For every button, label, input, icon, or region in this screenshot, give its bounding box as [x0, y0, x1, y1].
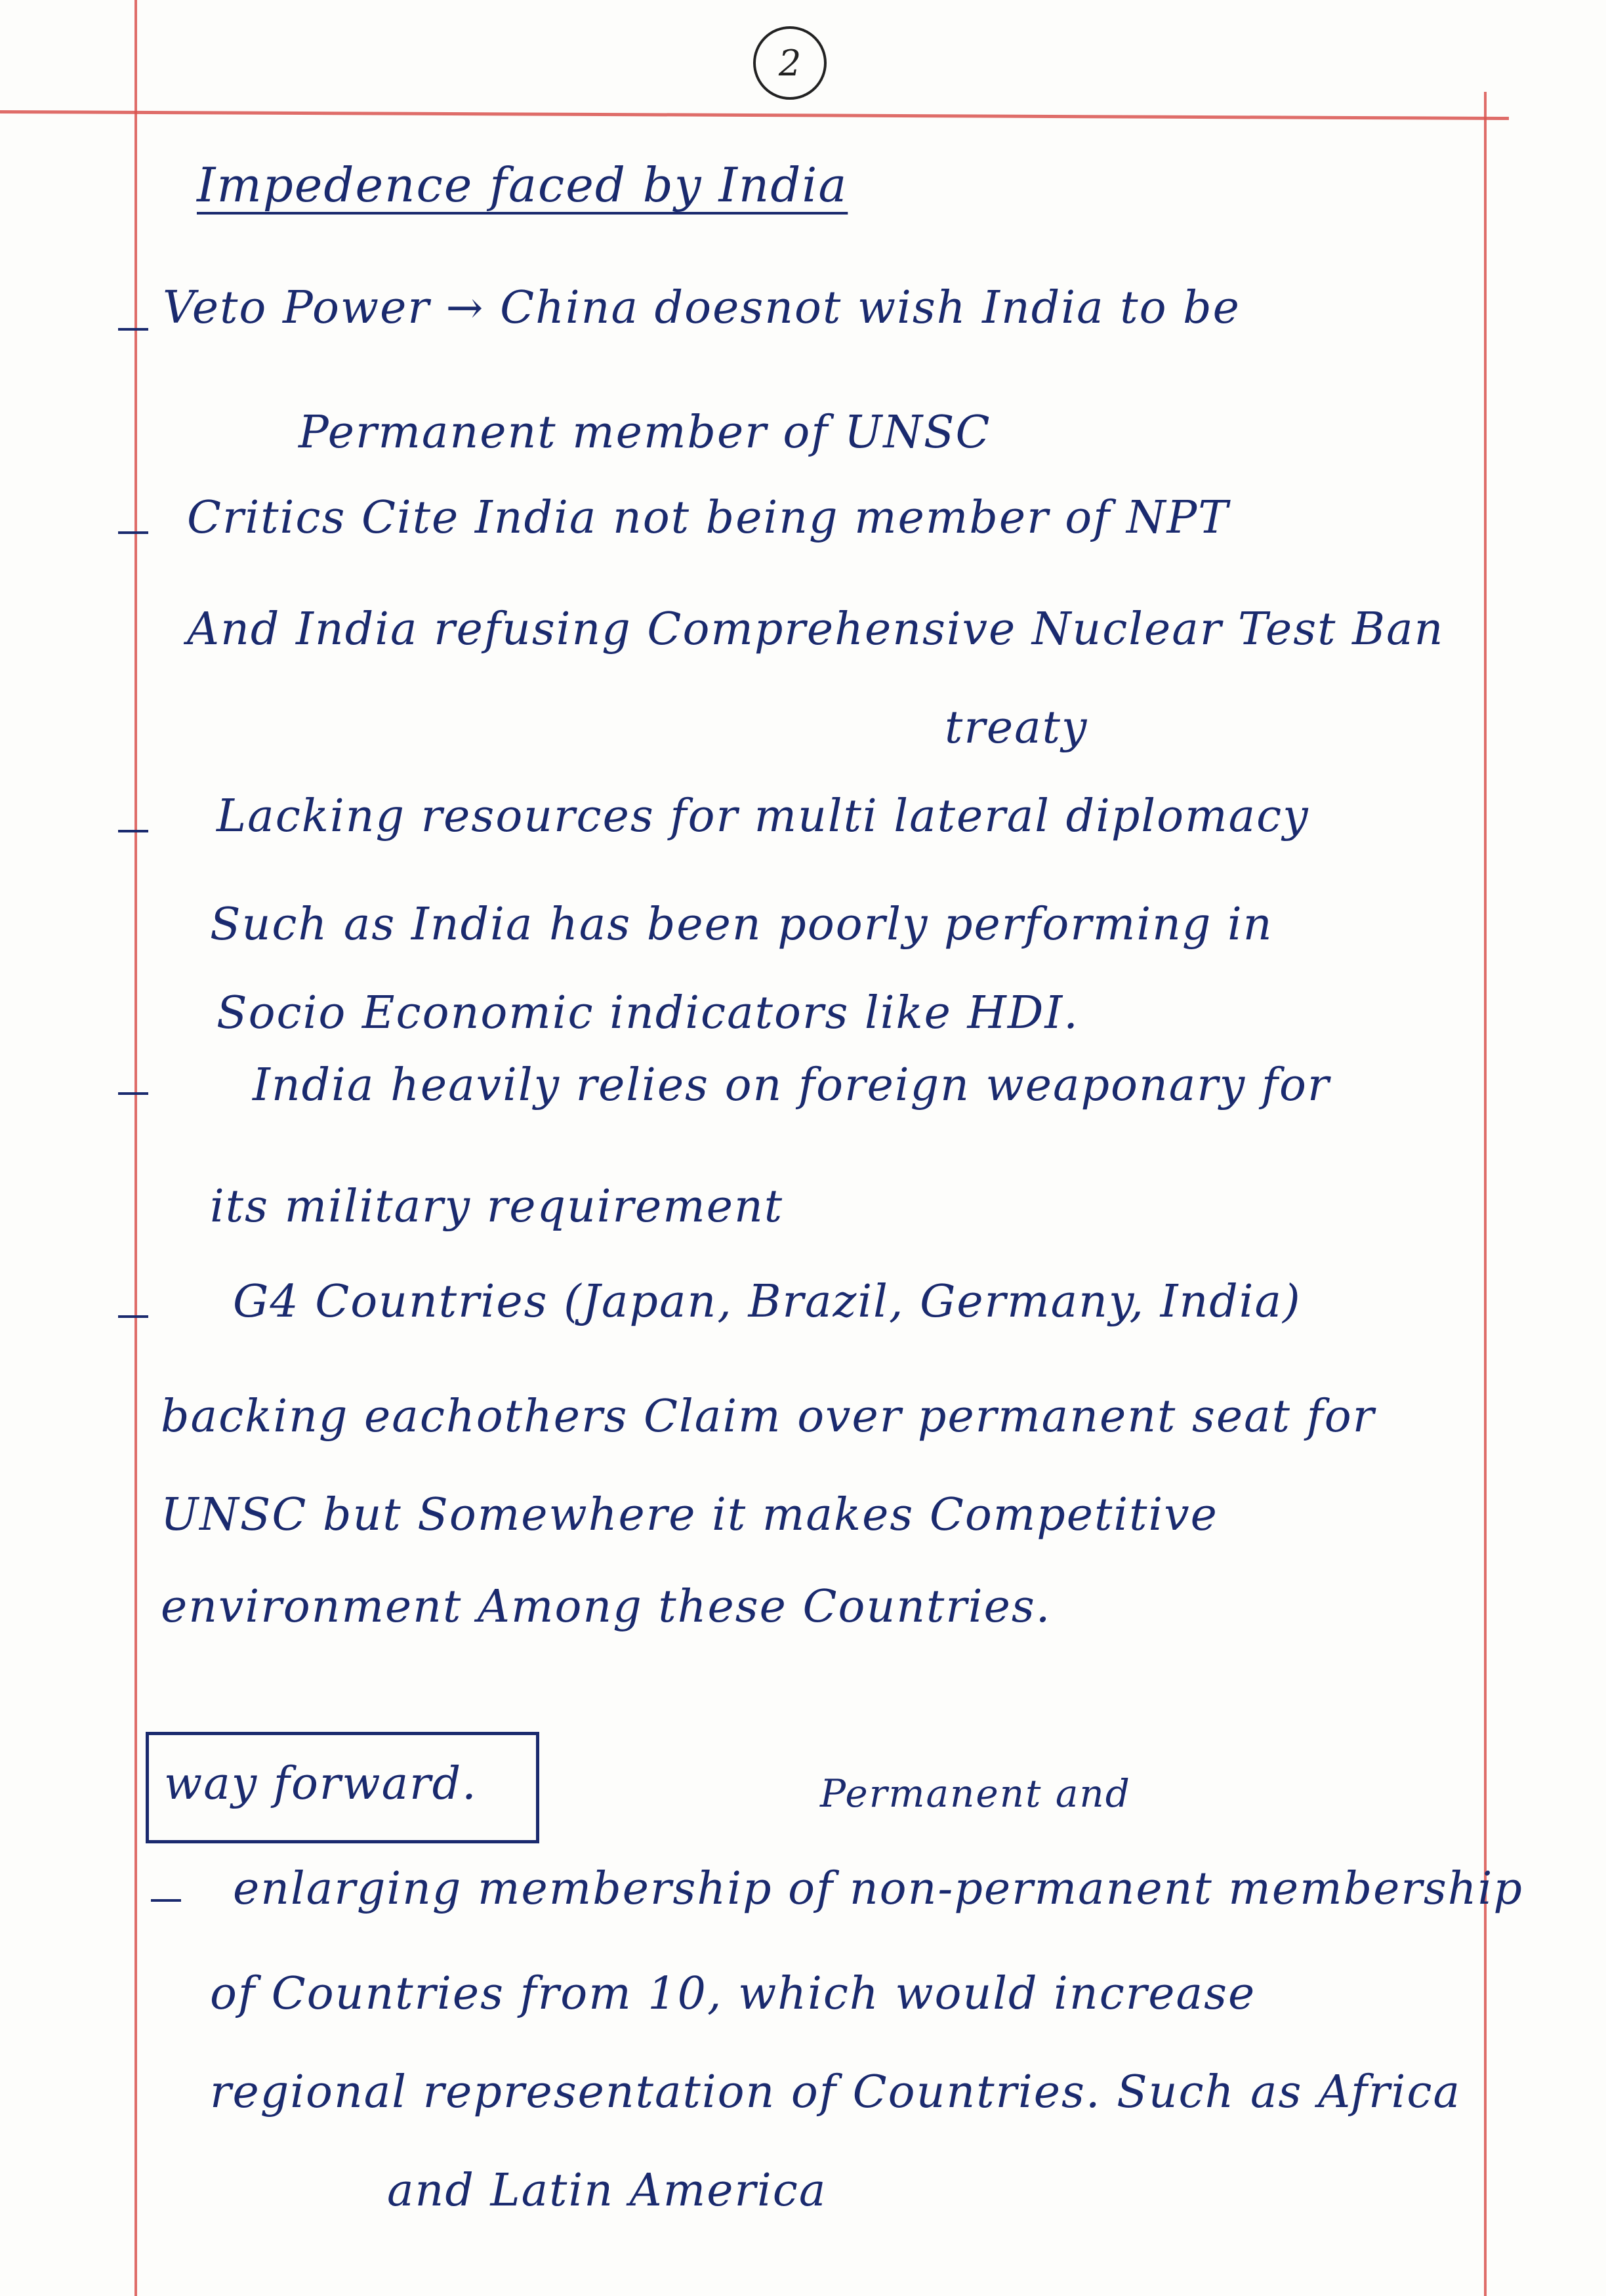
bullet-dash: [118, 328, 148, 331]
bullet-dash: [151, 1899, 181, 1902]
point-5-line-1: G4 Countries (Japan, Brazil, Germany, India): [233, 1276, 1302, 1328]
right-margin-line: [1484, 92, 1487, 2296]
bullet-dash: [118, 1315, 148, 1318]
page-number: 2: [753, 26, 827, 100]
point-2-line-2: And India refusing Comprehensive Nuclear Test Ban: [187, 604, 1445, 655]
point-5-line-3: UNSC but Somewhere it makes Competitive: [161, 1489, 1218, 1541]
point-2-line-3: treaty: [945, 702, 1088, 754]
point-2-line-1: Critics Cite India not being member of NPT: [187, 492, 1229, 544]
point-4-line-2: its military requirement: [210, 1181, 784, 1233]
point-5-line-2: backing eachothers Claim over permanent seat for: [161, 1391, 1376, 1443]
bullet-dash: [118, 1092, 148, 1095]
point-3-line-3: Socio Economic indicators like HDI.: [216, 987, 1079, 1039]
point-1-line-1: Veto Power → China doesnot wish India to be: [163, 282, 1241, 334]
inserted-text: Permanent and: [820, 1771, 1131, 1816]
point-4-line-1: India heavily relies on foreign weaponary for: [253, 1059, 1330, 1111]
bullet-dash: [118, 531, 148, 534]
point-3-line-2: Such as India has been poorly performing in: [210, 899, 1273, 951]
point-1-line-2: Permanent member of UNSC: [299, 407, 991, 459]
bullet-dash: [118, 830, 148, 832]
way-forward-line-2: of Countries from 10, which would increase: [210, 1968, 1256, 2020]
page-heading: Impedence faced by India: [197, 157, 848, 213]
left-margin-line: [134, 0, 137, 2296]
point-3-line-1: Lacking resources for multi lateral diplomacy: [216, 790, 1309, 842]
way-forward-line-1: enlarging membership of non-permanent membership: [233, 1863, 1523, 1915]
way-forward-line-4: and Latin America: [387, 2165, 827, 2217]
point-5-line-4: environment Among these Countries.: [161, 1581, 1052, 1633]
top-margin-line: [0, 110, 1509, 120]
way-forward-title: way forward.: [164, 1758, 478, 1810]
way-forward-line-3: regional representation of Countries. Such as Africa: [210, 2066, 1462, 2118]
